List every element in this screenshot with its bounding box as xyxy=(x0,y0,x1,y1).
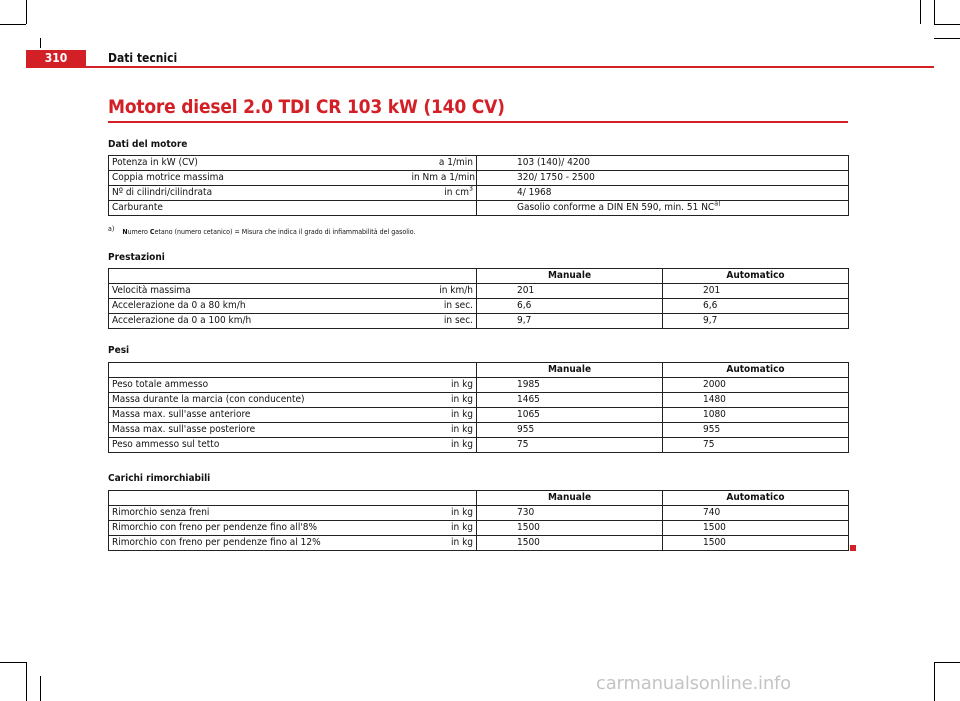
title-rule xyxy=(108,121,848,123)
crop-mark xyxy=(934,38,960,39)
value-auto: 201 xyxy=(663,284,849,299)
footnote-mid: umero xyxy=(127,228,150,236)
row-unit: in kg xyxy=(409,423,477,438)
row-unit: in km/h xyxy=(409,284,477,299)
row-unit: in kg xyxy=(409,408,477,423)
page-title: Motore diesel 2.0 TDI CR 103 kW (140 CV) xyxy=(108,96,505,118)
row-label: Massa max. sull'asse anteriore xyxy=(109,408,409,423)
crop-mark xyxy=(40,38,41,48)
crop-mark xyxy=(26,0,27,24)
value-manual: 1500 xyxy=(477,536,663,551)
value-auto: 75 xyxy=(663,438,849,453)
footnote-mark: a) xyxy=(108,224,115,233)
header-empty-cell xyxy=(109,269,477,284)
performance-table xyxy=(108,268,849,329)
footnote xyxy=(108,224,416,236)
row-unit: in kg xyxy=(409,378,477,393)
table-row xyxy=(109,408,849,423)
table-row xyxy=(109,201,849,216)
crop-mark xyxy=(0,662,26,663)
table-row xyxy=(109,186,849,201)
value-auto: 9,7 xyxy=(663,314,849,329)
engine-data-table xyxy=(108,155,849,216)
crop-mark xyxy=(920,0,921,24)
row-label: Accelerazione da 0 a 80 km/h xyxy=(109,299,409,314)
crop-mark xyxy=(934,24,960,25)
row-label: Accelerazione da 0 a 100 km/h xyxy=(109,314,409,329)
trailer-table xyxy=(108,490,849,551)
value-auto: 1080 xyxy=(663,408,849,423)
value-auto: 2000 xyxy=(663,378,849,393)
crop-mark xyxy=(40,676,41,701)
header-title: Dati tecnici xyxy=(108,51,178,65)
section-heading-performance: Prestazioni xyxy=(108,252,165,263)
weights-table xyxy=(108,362,849,453)
table-row xyxy=(109,438,849,453)
value-manual: 1065 xyxy=(477,408,663,423)
row-label: Rimorchio con freno per pendenze fino al 12% xyxy=(109,536,409,551)
section-end-marker xyxy=(850,545,856,551)
row-unit: in Nm a 1/min xyxy=(409,171,477,186)
row-unit: a 1/min xyxy=(409,156,477,171)
unit-superscript: 3 xyxy=(468,185,473,193)
table-header-row xyxy=(109,363,849,378)
table-row xyxy=(109,156,849,171)
row-unit: in kg xyxy=(409,438,477,453)
row-label: Peso ammesso sul tetto xyxy=(109,438,409,453)
table-header-row xyxy=(109,269,849,284)
row-unit: in sec. xyxy=(409,314,477,329)
row-unit: in kg xyxy=(409,536,477,551)
value-manual: 1500 xyxy=(477,521,663,536)
footnote-text: etano (numero cetanico) = Misura che indica il grado di infiammabilità del gasolio. xyxy=(154,228,416,236)
row-label: Carburante xyxy=(109,201,409,216)
value-text: Gasolio conforme a DIN EN 590, min. 51 NC xyxy=(517,202,715,213)
row-unit: in sec. xyxy=(409,299,477,314)
value-manual: 730 xyxy=(477,506,663,521)
row-label: Massa durante la marcia (con conducente) xyxy=(109,393,409,408)
table-header-row xyxy=(109,491,849,506)
row-label: Potenza in kW (CV) xyxy=(109,156,409,171)
value-auto: 740 xyxy=(663,506,849,521)
row-value xyxy=(477,201,849,216)
row-label: Velocità massima xyxy=(109,284,409,299)
value-auto: 1500 xyxy=(663,521,849,536)
table-row xyxy=(109,423,849,438)
col-header-auto: Automatico xyxy=(663,269,849,284)
value-manual: 9,7 xyxy=(477,314,663,329)
table-row xyxy=(109,378,849,393)
crop-mark xyxy=(934,662,935,701)
col-header-manual: Manuale xyxy=(477,269,663,284)
unit-text: in cm xyxy=(444,187,469,198)
row-label: Massa max. sull'asse posteriore xyxy=(109,423,409,438)
footnote-n: N xyxy=(122,228,128,236)
table-row xyxy=(109,299,849,314)
table-row xyxy=(109,393,849,408)
header-empty-cell xyxy=(109,491,477,506)
section-heading-engine: Dati del motore xyxy=(108,139,188,150)
table-row xyxy=(109,536,849,551)
row-unit xyxy=(409,186,477,201)
row-unit: in kg xyxy=(409,521,477,536)
table-row xyxy=(109,284,849,299)
row-label: Coppia motrice massima xyxy=(109,171,409,186)
row-label: Rimorchio con freno per pendenze fino all'8% xyxy=(109,521,409,536)
value-auto: 1500 xyxy=(663,536,849,551)
footnote-ref: a) xyxy=(714,200,721,208)
col-header-manual: Manuale xyxy=(477,491,663,506)
row-unit: in kg xyxy=(409,393,477,408)
col-header-auto: Automatico xyxy=(663,491,849,506)
col-header-manual: Manuale xyxy=(477,363,663,378)
header-rule xyxy=(26,66,934,68)
row-value: 4/ 1968 xyxy=(477,186,849,201)
crop-mark xyxy=(934,0,935,24)
table-row xyxy=(109,314,849,329)
value-manual: 1465 xyxy=(477,393,663,408)
table-row xyxy=(109,521,849,536)
row-unit xyxy=(409,201,477,216)
row-label: Nº di cilindri/cilindrata xyxy=(109,186,409,201)
value-manual: 201 xyxy=(477,284,663,299)
row-value: 103 (140)/ 4200 xyxy=(477,156,849,171)
row-value: 320/ 1750 - 2500 xyxy=(477,171,849,186)
table-row xyxy=(109,506,849,521)
row-unit: in kg xyxy=(409,506,477,521)
page-number: 310 xyxy=(44,51,68,65)
crop-mark xyxy=(934,662,960,663)
value-manual: 955 xyxy=(477,423,663,438)
watermark: carmanualsonline.info xyxy=(596,673,791,694)
value-manual: 6,6 xyxy=(477,299,663,314)
crop-mark xyxy=(26,662,27,701)
value-auto: 1480 xyxy=(663,393,849,408)
value-manual: 75 xyxy=(477,438,663,453)
header-empty-cell xyxy=(109,363,477,378)
value-manual: 1985 xyxy=(477,378,663,393)
col-header-auto: Automatico xyxy=(663,363,849,378)
value-auto: 6,6 xyxy=(663,299,849,314)
footnote-c: C xyxy=(149,228,155,236)
row-label: Rimorchio senza freni xyxy=(109,506,409,521)
value-auto: 955 xyxy=(663,423,849,438)
table-row xyxy=(109,171,849,186)
crop-mark xyxy=(0,24,26,25)
section-heading-trailer: Carichi rimorchiabili xyxy=(108,473,211,484)
row-label: Peso totale ammesso xyxy=(109,378,409,393)
section-heading-weights: Pesi xyxy=(108,345,130,356)
